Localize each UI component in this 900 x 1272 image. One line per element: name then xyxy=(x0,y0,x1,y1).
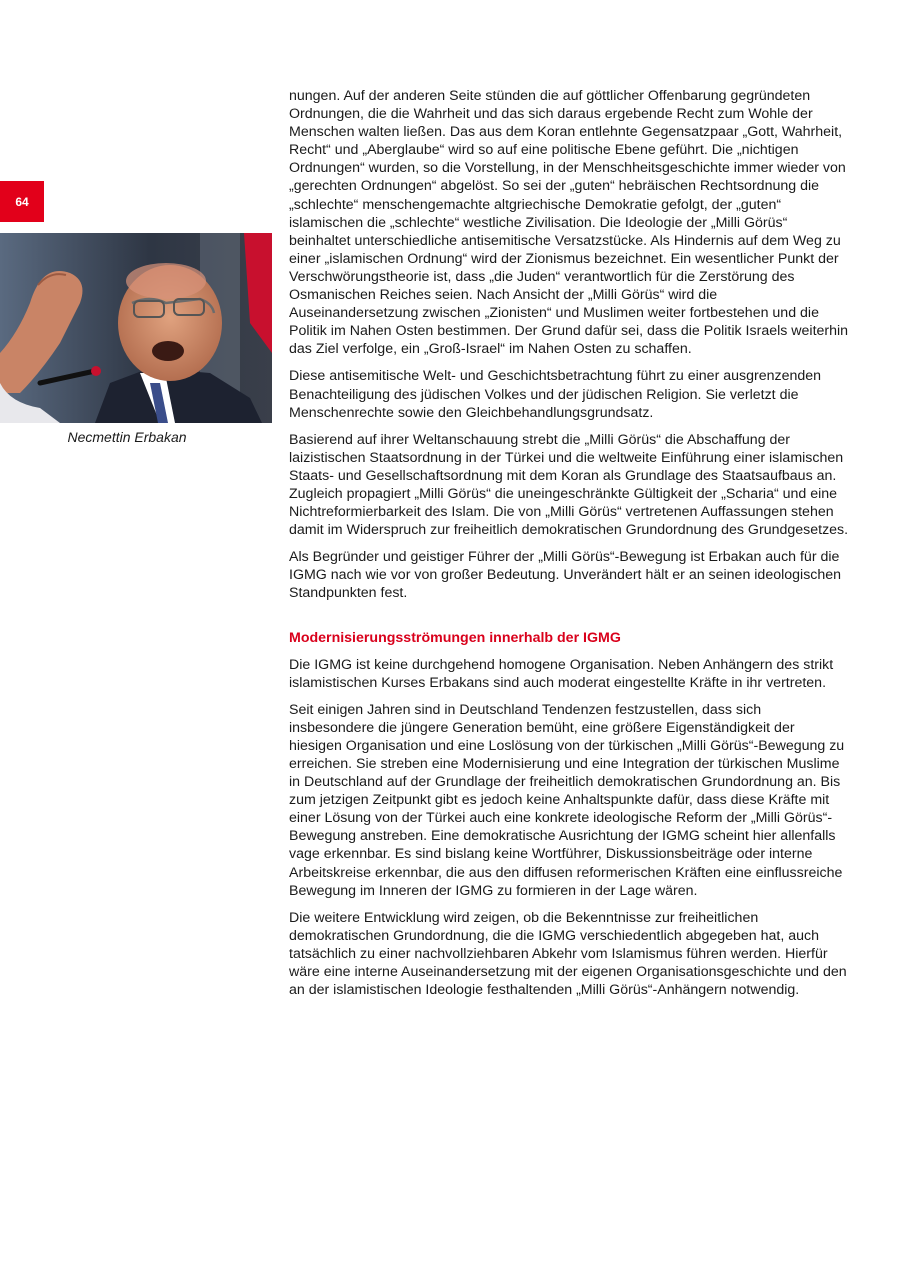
article-body xyxy=(289,87,849,1008)
page-number-tab xyxy=(0,181,44,222)
paragraph: Die IGMG ist keine durchgehend homogene Organisation. Neben Anhängern des strikt islamistischen Kurses Erbakans sind auch moderat eingestellte Kräfte in ihr vertreten. xyxy=(289,656,834,691)
paragraph: Als Begründer und geistiger Führer der „Milli Görüs“-Bewegung ist Erbakan auch für die IGMG nach wie vor von großer Bedeutung. Unverändert hält er an seinen ideologischen Standpunkten fest. xyxy=(289,549,842,602)
photo-caption: Necmettin Erbakan xyxy=(67,429,187,445)
paragraph: nungen. Auf der anderen Seite stünden die auf göttlicher Offenbarung gegründeten Ordnungen, die die Wahrheit und das sich daraus ergebende Recht zum Wohle der Menschen walten ließen. Das aus dem Koran entlehnte Gegensatzpaar „Gott, Wahrheit, Recht“ und „Aberglaube“ wird so auf eine politische Ebene geführt. Die „nichtigen Ordnungen“ wurden, so die Vorstellung, in der Menschheitsgeschichte immer wieder von „gerechten Ordnungen“ abgelöst. So sei der „guten“ hebräischen Rechtsordnung die „schlechte“ menschengemachte altgriechische Demokratie gefolgt, der „guten“ islamischen die „schlechte“ westliche Zivilisation. Die Ideologie der „Milli Görüs“ beinhaltet unterschiedliche antisemitische Versatzstücke. Als Hindernis auf dem Weg zu einer „islamischen Ordnung“ wird der Zionismus bezeichnet. Ein wesentlicher Punkt der Verschwörungstheorie ist, dass „die Juden“ verantwortlich für die Zerstörung des Osmanischen Reiches seien. Nach Ansicht der „Milli Görüs“ wird die Auseinandersetzung zwischen „Zionisten“ und Muslimen weiter fortbestehen und die Politik im Nahen Osten bestimmen. Der Grund dafür sei, dass die Politik Israels weiterhin das Ziel verfolge, ein „Groß-Israel“ im Nahen Osten zu schaffen. xyxy=(289,88,849,358)
page-number: 64 xyxy=(15,194,29,209)
portrait-photo xyxy=(0,233,272,423)
paragraph: Basierend auf ihrer Weltanschauung strebt die „Milli Görüs“ die Abschaffung der laizistischen Staatsordnung in der Türkei und die weltweite Einführung einer islamischen Staats- und Gesellschaftsordnung mit dem Koran als Grundlage des Staatsaufbaus an. Zugleich propagiert „Milli Görüs“ die uneingeschränkte Gültigkeit der „Scharia“ und eine Nichtreformierbarkeit des Islam. Die von „Milli Görüs“ vertretenen Auffassungen stehen damit im Widerspruch zur freiheitlich demokratischen Grundordnung des Grundgesetzes. xyxy=(289,431,849,539)
paragraph: Die weitere Entwicklung wird zeigen, ob die Bekenntnisse zur freiheitlichen demokratischen Grundordnung, die die IGMG verschiedentlich abgegeben hat, auch tatsächlich zu einer nachvollziehbaren Abkehr vom Islamismus führen werden. Hierfür wäre eine interne Auseinandersetzung mit der eigenen Organisationsgeschichte und den an der islamistischen Ideologie festhaltenden „Milli Görüs“-Anhängern notwendig. xyxy=(289,909,847,999)
paragraph: Diese antisemitische Welt- und Geschichtsbetrachtung führt zu einer ausgrenzenden Benachteiligung des jüdischen Volkes und der jüdischen Religion. Sie verletzt die Menschenrechte sowie den Gleichbehandlungsgrundsatz. xyxy=(289,368,822,421)
portrait-illustration xyxy=(0,233,272,423)
section-heading: Modernisierungsströmungen innerhalb der IGMG xyxy=(289,629,621,646)
paragraph: Seit einigen Jahren sind in Deutschland Tendenzen festzustellen, dass sich insbesondere die jüngere Generation bemüht, eine größere Eigenständigkeit der hiesigen Organisation und eine Loslösung von der türkischen „Milli Görüs“-Bewegung zu erreichen. Sie streben eine Modernisierung und eine Integration der türkischen Muslime in Deutschland auf der Grundlage der freiheitlich demokratischen Grundordnung an. Bis zum jetzigen Zeitpunkt gibt es jedoch keine Anhaltspunkte dafür, dass diese Kräfte mit einer Lösung von der Türkei auch eine konkrete ideologische Reform der „Milli Görüs“-Bewegung anstreben. Eine demokratische Ausrichtung der IGMG scheint hier allenfalls vage erkennbar. Es sind bislang keine Wortführer, Diskussionsbeiträge oder interne Arbeitskreise erkennbar, die aus den diffusen reformerischen Kräften eine einflussreiche Bewegung im Inneren der IGMG zu formieren in der Lage wären. xyxy=(289,701,845,899)
